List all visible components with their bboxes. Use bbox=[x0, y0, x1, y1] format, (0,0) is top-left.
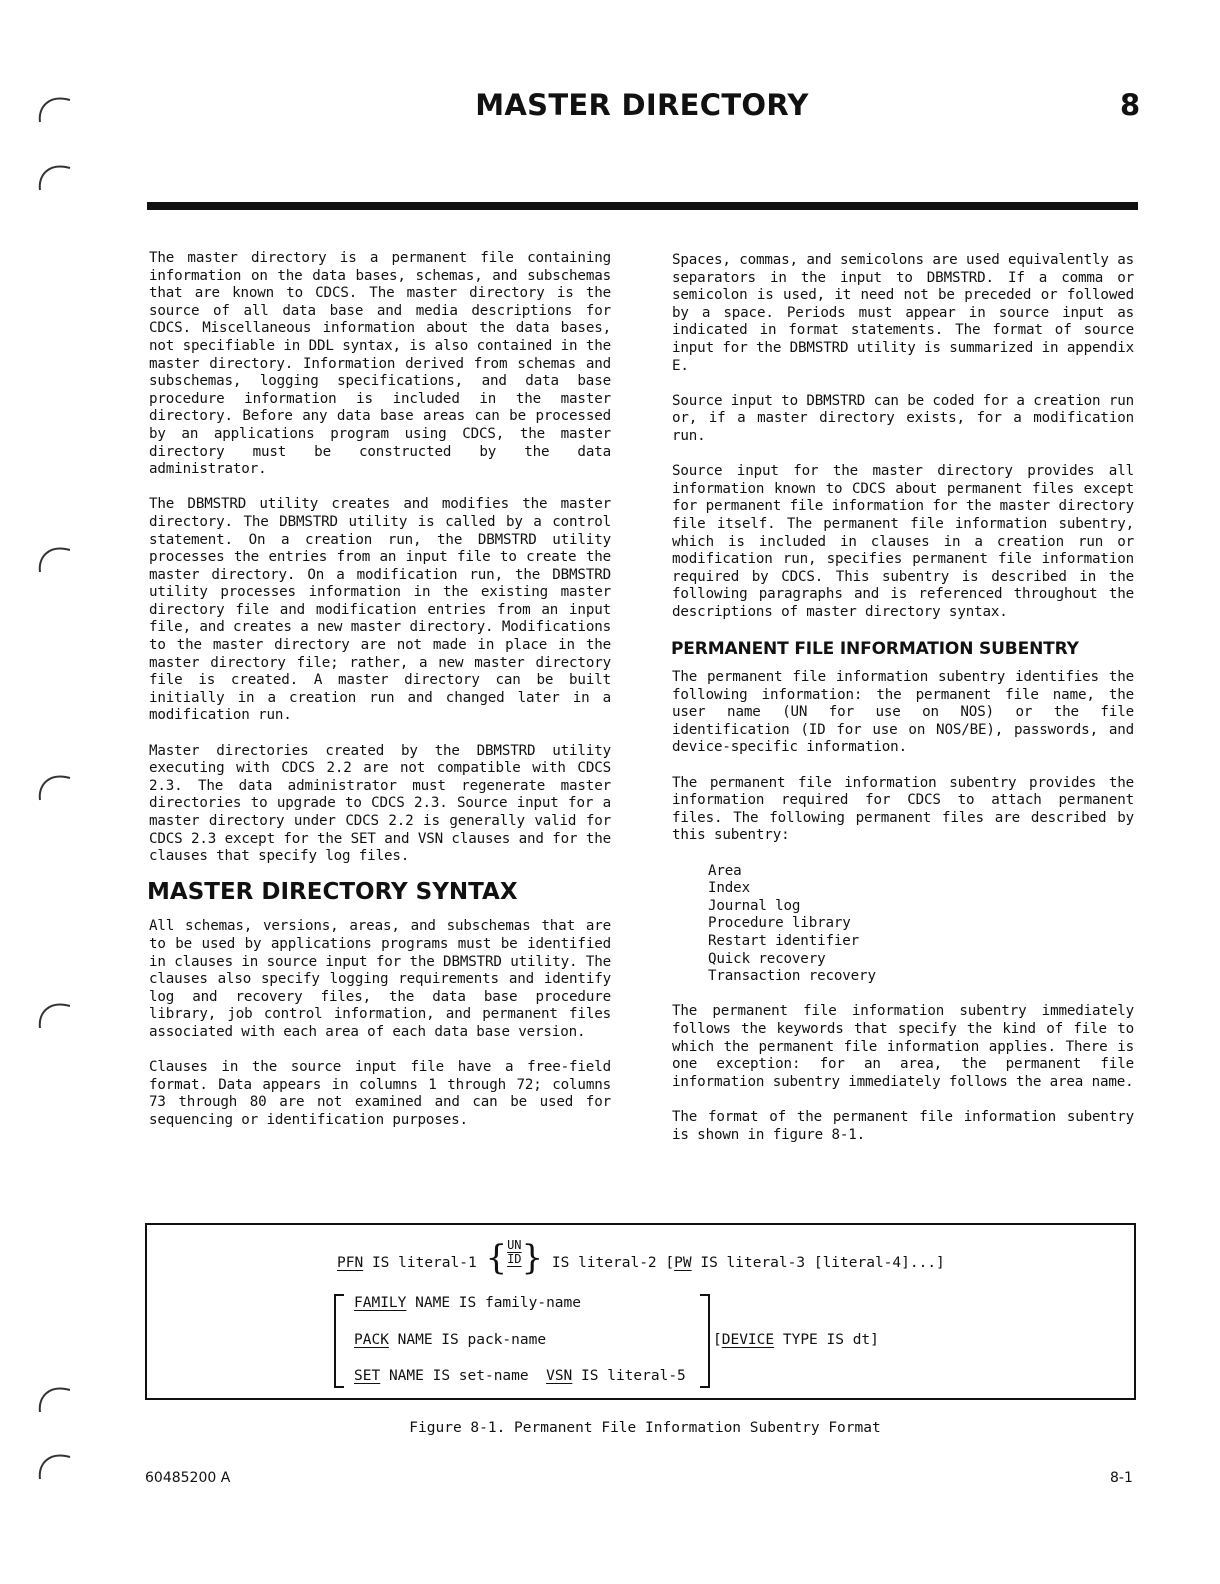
figure-caption: Figure 8-1. Permanent File Information Subentry Format bbox=[409, 1420, 881, 1436]
list-item: Procedure library bbox=[708, 915, 851, 932]
vsn-keyword: VSN bbox=[546, 1368, 573, 1384]
list-item: Transaction recovery bbox=[708, 968, 876, 985]
literal-4: [literal-4]...] bbox=[813, 1255, 945, 1271]
punch-hole-mark bbox=[34, 540, 76, 574]
pack-keyword: PACK bbox=[354, 1332, 389, 1348]
paragraph: The permanent file information subentry provides the information required for CDCS to attach permanent files. The following permanent files are described by this subentry: bbox=[672, 774, 1134, 844]
left-column bbox=[149, 250, 611, 1147]
figure-line-1 bbox=[337, 1239, 945, 1283]
punch-hole-mark bbox=[34, 768, 76, 802]
section-heading: MASTER DIRECTORY SYNTAX bbox=[147, 878, 518, 905]
header-rule bbox=[147, 202, 1138, 210]
list-item: Journal log bbox=[708, 897, 801, 914]
paragraph: Spaces, commas, and semicolons are used equivalently as separators in the input to DBMSTRD. If a comma or semicolon is used, it need not be preceded or followed by a space. Periods must appear in source input as indicated in format statements. The format of source input for the DBMSTRD utility is summarized in appendix E. bbox=[672, 252, 1134, 374]
un-keyword: UN bbox=[507, 1238, 522, 1252]
optional-bracket: [ bbox=[665, 1255, 675, 1271]
left-brace: { bbox=[485, 1238, 508, 1278]
figure-box bbox=[145, 1223, 1136, 1400]
paragraph: The permanent file information subentry immediately follows the keywords that specify the kind of file to which the permanent file information applies. There is one exception: for an area, the permanent file information subentry immediately follows the area name. bbox=[672, 1003, 1134, 1090]
device-keyword: DEVICE bbox=[721, 1332, 775, 1348]
device-bracket: [ bbox=[713, 1332, 722, 1348]
list-item: Restart identifier bbox=[708, 932, 860, 949]
device-type-clause bbox=[713, 1332, 879, 1348]
punch-hole-mark bbox=[34, 996, 76, 1030]
id-keyword: ID bbox=[507, 1252, 522, 1266]
paragraph: The master directory is a permanent file containing information on the data bases, schemas, and subschemas that are known to CDCS. The master directory is the source of all data base and media descriptions for CDCS. Miscellaneous information about the data bases, not specifiable in DDL syntax, is also contained in the master directory. Information derived from schemas and subschemas, logging specifications, and data base procedure information is included in the master directory. Before any data base areas can be processed by an applications program using CDCS, the master directory must be constructed by the data administrator. bbox=[149, 250, 611, 478]
punch-hole-mark bbox=[34, 158, 76, 192]
list-item: Area bbox=[708, 862, 742, 879]
list-item: Quick recovery bbox=[708, 950, 826, 967]
subsection-heading: PERMANENT FILE INFORMATION SUBENTRY bbox=[671, 639, 1079, 660]
is-literal-2: IS literal-2 bbox=[551, 1255, 657, 1271]
device-rest: TYPE IS dt] bbox=[782, 1332, 879, 1348]
set-keyword: SET bbox=[354, 1368, 381, 1384]
option-rest: NAME IS pack-name bbox=[397, 1332, 547, 1348]
chapter-title: MASTER DIRECTORY bbox=[475, 88, 809, 122]
paragraph: The DBMSTRD utility creates and modifies the master directory. The DBMSTRD utility is called by a control statement. On a creation run, the DBMSTRD utility processes the entries from an input file to create the master directory. On a modification run, the DBMSTRD utility processes information in the existing master directory file and modification entries from an input file, and creates a new master directory. Modifications to the master directory are not made in place in the master directory file; rather, a new master directory file is created. A master directory can be built initially in a creation run and changed later in a modification run. bbox=[149, 496, 611, 724]
paragraph: Source input for the master directory provides all information known to CDCS about permanent files except for permanent file information for the master directory file itself. The permanent file information subentry, which is included in clauses in a creation run or modification run, specifies permanent file information required by CDCS. This subentry is described in the following paragraphs and is referenced throughout the descriptions of master directory syntax. bbox=[672, 463, 1134, 620]
is-literal-1: IS literal-1 bbox=[371, 1255, 477, 1271]
right-brace: } bbox=[521, 1238, 544, 1278]
paragraph: The format of the permanent file information subentry is shown in figure 8-1. bbox=[672, 1108, 1134, 1143]
option-rest: NAME IS family-name bbox=[415, 1295, 581, 1311]
option-rest: NAME IS set-name bbox=[388, 1368, 529, 1384]
punch-hole-mark bbox=[34, 1380, 76, 1414]
option-pack bbox=[354, 1332, 546, 1348]
punch-hole-mark bbox=[34, 1447, 76, 1481]
paragraph: Master directories created by the DBMSTRD utility executing with CDCS 2.2 are not compatible with CDCS 2.3. The data administrator must regenerate master directories to upgrade to CDCS 2.3. Source input for a master directory under CDCS 2.2 is generally valid for CDCS 2.3 except for the SET and VSN clauses and for the clauses that specify log files. bbox=[149, 742, 611, 865]
chapter-number: 8 bbox=[1120, 88, 1141, 122]
is-literal-3: IS literal-3 bbox=[700, 1255, 806, 1271]
option-set bbox=[354, 1368, 686, 1384]
pw-keyword: PW bbox=[674, 1255, 692, 1271]
paragraph: All schemas, versions, areas, and subschemas that are to be used by applications programs must be identified in clauses in source input for the DBMSTRD utility. The clauses also specify logging requirements and identify log and recovery files, the data base procedure library, job control information, and permanent files associated with each area of each data base version. bbox=[149, 918, 611, 1040]
paragraph: The permanent file information subentry identifies the following information: the permanent file name, the user name (UN for use on NOS) or the file identification (ID for use on NOS/BE), passwords, and device-specific information. bbox=[672, 669, 1134, 756]
option-rest: IS literal-5 bbox=[581, 1368, 686, 1384]
right-column bbox=[672, 252, 1134, 1162]
file-list bbox=[708, 863, 1134, 986]
pfn-keyword: PFN bbox=[337, 1255, 364, 1271]
left-bracket bbox=[333, 1293, 345, 1389]
document-number: 60485200 A bbox=[145, 1470, 231, 1486]
family-keyword: FAMILY bbox=[354, 1295, 407, 1311]
paragraph: Clauses in the source input file have a free-field format. Data appears in columns 1 through 72; columns 73 through 80 are not examined and can be used for sequencing or identification purposes. bbox=[149, 1059, 611, 1128]
paragraph: Source input to DBMSTRD can be coded for a creation run or, if a master directory exists, for a modification run. bbox=[672, 392, 1134, 444]
un-id-choice bbox=[507, 1238, 521, 1266]
right-bracket bbox=[699, 1293, 711, 1389]
list-item: Index bbox=[708, 880, 750, 897]
page-number: 8-1 bbox=[1110, 1470, 1133, 1486]
option-family bbox=[354, 1295, 581, 1311]
